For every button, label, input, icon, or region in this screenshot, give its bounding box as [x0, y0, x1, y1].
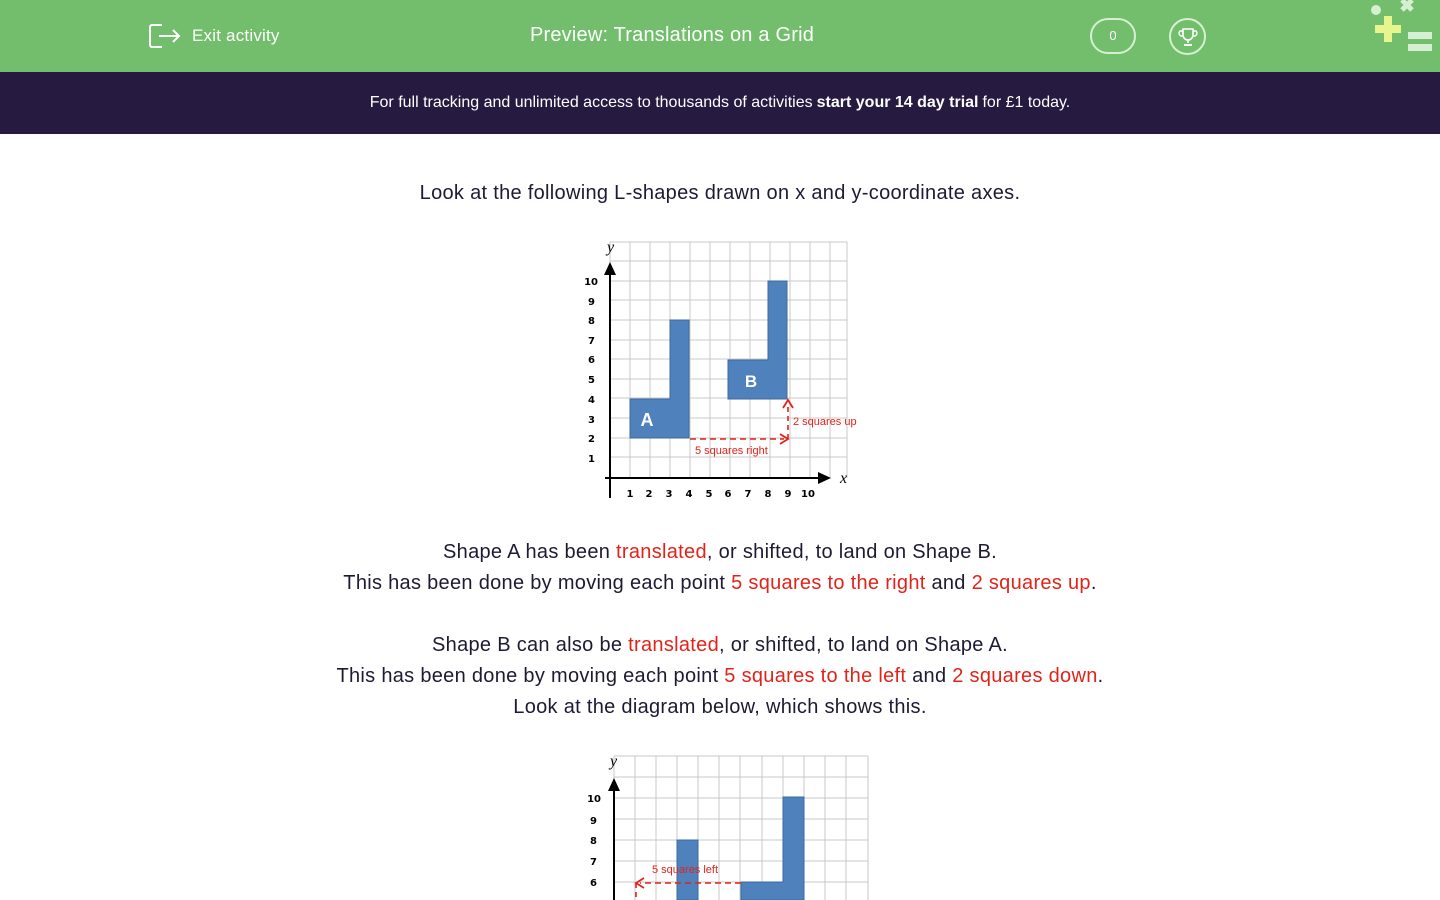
x-tick-6: 6 [724, 489, 732, 500]
translation-diagram-2 [578, 748, 878, 900]
y-tick-2: 2 [588, 434, 595, 445]
paragraph-2 [0, 630, 1440, 723]
shape-b-partial [741, 797, 804, 900]
x-axis-arrow [818, 472, 831, 484]
top-bar [0, 0, 1440, 72]
trophy-icon [1177, 26, 1199, 48]
score-badge: 0 [1090, 18, 1136, 54]
x-tick-7: 7 [744, 489, 752, 500]
x-tick-8: 8 [764, 489, 772, 500]
highlight: translated [628, 634, 719, 656]
x-tick-5: 5 [705, 489, 713, 500]
paragraph-1 [0, 537, 1440, 599]
highlight: 2 squares down [952, 665, 1098, 687]
x-tick-9: 9 [784, 489, 792, 500]
left-arrow-label: 5 squares left [652, 864, 719, 876]
x-tick-labels [627, 489, 815, 500]
y-axis-label: y [607, 239, 615, 256]
text: . [1090, 572, 1097, 594]
x-tick-1: 1 [626, 489, 634, 500]
text: , or shifted, to land on Shape A. [719, 634, 1008, 656]
text: Shape A has been [443, 541, 617, 563]
y-tick-6: 6 [590, 878, 597, 889]
y-tick-7: 7 [590, 857, 597, 868]
text: This has been done by moving each point [336, 665, 725, 687]
trial-banner [0, 72, 1440, 134]
paragraph-1-line-2 [0, 568, 1440, 599]
highlight: 5 squares to the left [724, 665, 907, 687]
grid-lines [614, 756, 868, 900]
brand-logo [1364, 0, 1440, 56]
y-tick-10: 10 [584, 277, 598, 288]
banner-text-end: for £1 today. [982, 94, 1071, 111]
text: and [925, 572, 972, 594]
text: . [1097, 665, 1104, 687]
x-tick-10: 10 [801, 489, 815, 500]
intro-text: Look at the following L-shapes drawn on x and y-coordinate axes. [419, 182, 1021, 204]
trial-link[interactable]: start your 14 day trial [816, 94, 979, 111]
y-axis-arrow [604, 262, 616, 275]
paragraph-2-line-3: Look at the diagram below, which shows this. [513, 696, 927, 718]
highlight: translated [616, 541, 707, 563]
y-tick-4: 4 [588, 395, 595, 406]
exit-activity-label: Exit activity [192, 26, 280, 45]
y-tick-9: 9 [590, 816, 597, 827]
y-tick-8: 8 [590, 836, 597, 847]
highlight: 5 squares to the right [731, 572, 926, 594]
y-tick-labels [584, 277, 598, 465]
trophy-button[interactable] [1169, 18, 1206, 55]
x-tick-4: 4 [685, 489, 693, 500]
banner-text: For full tracking and unlimited access to thousands of activities [369, 94, 813, 111]
y-tick-1: 1 [588, 454, 595, 465]
paragraph-2-line-2 [0, 661, 1440, 692]
shape-a-label: A [640, 410, 654, 430]
y-tick-7: 7 [588, 336, 595, 347]
paragraph-2-line-1 [0, 630, 1440, 661]
y-tick-5: 5 [588, 375, 595, 386]
x-tick-2: 2 [645, 489, 653, 500]
paragraph-1-line-1 [0, 537, 1440, 568]
text: Shape B can also be [432, 634, 629, 656]
y-axis-label: y [610, 753, 618, 770]
y-tick-8: 8 [588, 316, 595, 327]
y-tick-labels [587, 794, 601, 889]
shape-b-label: B [744, 372, 758, 391]
y-tick-10: 10 [587, 794, 601, 805]
x-axis-label: x [840, 470, 848, 487]
y-tick-9: 9 [588, 297, 595, 308]
text: and [906, 665, 953, 687]
page-title: Preview: Translations on a Grid [529, 24, 815, 46]
translation-diagram-1 [578, 234, 868, 506]
text: This has been done by moving each point [343, 572, 732, 594]
y-tick-6: 6 [588, 355, 595, 366]
y-axis-arrow [608, 778, 620, 791]
highlight: 2 squares up [971, 572, 1091, 594]
text: , or shifted, to land on Shape B. [706, 541, 997, 563]
right-arrow-label: 5 squares right [695, 445, 768, 457]
y-tick-3: 3 [588, 415, 595, 426]
x-tick-3: 3 [665, 489, 673, 500]
up-arrow-label: 2 squares up [793, 416, 857, 428]
